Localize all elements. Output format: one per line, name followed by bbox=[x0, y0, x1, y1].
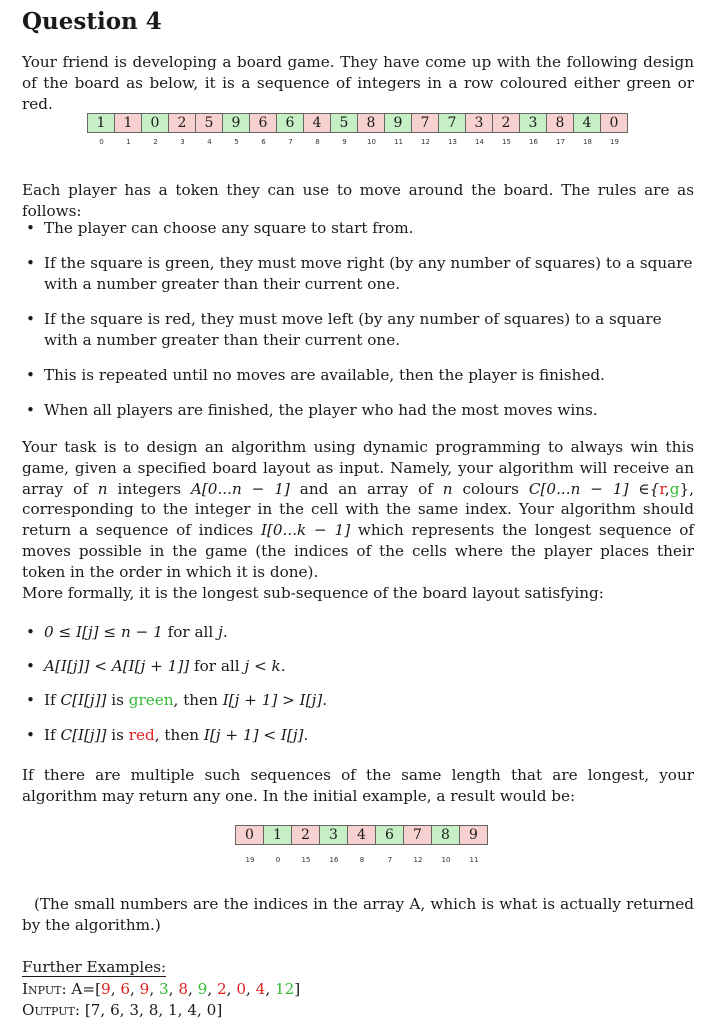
board-cell: 5 bbox=[195, 113, 223, 133]
cell-index: 6 bbox=[261, 138, 266, 146]
cell-index: 16 bbox=[529, 138, 538, 146]
cell-index: 11 bbox=[394, 138, 403, 146]
intro-paragraph: Your friend is developing a board game. They have come up with the following design of the board as below, it is a sequence of integers in a row coloured either green or red. bbox=[22, 53, 694, 113]
condition-item: • If C[I[j]] is green, then I[j + 1] > I[j]. bbox=[44, 690, 694, 711]
cell-index: 19 bbox=[245, 856, 255, 864]
cell-index: 14 bbox=[475, 138, 484, 146]
cell-index: 10 bbox=[441, 856, 451, 864]
board-indices bbox=[88, 138, 628, 146]
question-title: Question 4 bbox=[22, 8, 162, 35]
board-cell: 8 bbox=[546, 113, 574, 133]
result-sequence bbox=[236, 825, 488, 845]
board-cell: 8 bbox=[431, 825, 460, 845]
board-cell: 0 bbox=[235, 825, 264, 845]
cell-index: 1 bbox=[126, 138, 131, 146]
input-value: 12 bbox=[274, 980, 295, 998]
rules-intro: Each player has a token they can use to move around the board. The rules are as follows: bbox=[22, 181, 694, 220]
board-cell: 4 bbox=[303, 113, 331, 133]
note-paragraph: (The small numbers are the indices in the array A, which is what is actually returned by the algorithm.) bbox=[22, 895, 694, 934]
cell-index: 17 bbox=[556, 138, 565, 146]
board-cell: 4 bbox=[573, 113, 601, 133]
board-cell: 6 bbox=[249, 113, 277, 133]
input-value: 4 bbox=[255, 980, 266, 998]
rule-item: • If the square is red, they must move left (by any number of squares) to a square with a number greater than their current one. bbox=[44, 309, 694, 351]
board-cell: 0 bbox=[600, 113, 628, 133]
cell-index: 10 bbox=[367, 138, 376, 146]
input-values: 9, 6, 9, 3, 8, 9, 2, 0, 4, 12 bbox=[101, 980, 295, 998]
rule-item: • This is repeated until no moves are available, then the player is finished. bbox=[44, 365, 694, 386]
board-cell: 7 bbox=[411, 113, 439, 133]
cell-index: 2 bbox=[153, 138, 158, 146]
board-cell: 7 bbox=[403, 825, 432, 845]
cell-index: 8 bbox=[315, 138, 320, 146]
board-cell: 3 bbox=[319, 825, 348, 845]
cell-index: 12 bbox=[413, 856, 423, 864]
cell-index: 0 bbox=[275, 856, 281, 864]
board-cell: 7 bbox=[438, 113, 466, 133]
cell-index: 11 bbox=[469, 856, 479, 864]
board-cell: 9 bbox=[459, 825, 488, 845]
board-cell: 1 bbox=[114, 113, 142, 133]
cell-index: 7 bbox=[288, 138, 293, 146]
further-output-line: Output: [7, 6, 3, 8, 1, 4, 0] bbox=[22, 1001, 223, 1019]
rule-item: • The player can choose any square to start from. bbox=[44, 218, 694, 239]
board-cell: 1 bbox=[263, 825, 292, 845]
board-cell: 3 bbox=[519, 113, 547, 133]
rule-item: • If the square is green, they must move right (by any number of squares) to a square with a number greater than their current one. bbox=[44, 253, 694, 295]
cell-index: 18 bbox=[583, 138, 592, 146]
formally-paragraph: More formally, it is the longest sub-sequence of the board layout satisfying: bbox=[22, 584, 604, 602]
input-value: 9 bbox=[101, 980, 111, 998]
input-value: 9 bbox=[197, 980, 208, 998]
board-cell: 3 bbox=[465, 113, 493, 133]
task-paragraph: Your task is to design an algorithm using dynamic programming to always win this game, given a specified board layout as input. Namely, your algorithm will receive an array of n integers A[0...n − 1] and an array of n colours C[0...n − 1] ∈{r,g}, corresponding to the integer in the cell with the same index. Your algorithm should return a sequence of indices I[0...k − 1] which represents the longest sequence of moves possible in the game (the indices of the cells where the player places their token in the order in which it is done). bbox=[22, 438, 694, 581]
board-cell: 2 bbox=[492, 113, 520, 133]
multiple-paragraph: If there are multiple such sequences of the same length that are longest, your algorithm may return any one. In the initial example, a result would be: bbox=[22, 766, 694, 805]
board-cell: 5 bbox=[330, 113, 358, 133]
input-value: 0 bbox=[236, 980, 246, 998]
cell-index: 8 bbox=[359, 856, 365, 864]
condition-item: • 0 ≤ I[j] ≤ n − 1 for all j. bbox=[44, 622, 694, 643]
cell-index: 16 bbox=[329, 856, 339, 864]
further-examples-heading: Further Examples: bbox=[22, 958, 167, 976]
board-example bbox=[88, 113, 628, 133]
cell-index: 3 bbox=[180, 138, 185, 146]
board-cell: 2 bbox=[291, 825, 320, 845]
cell-index: 5 bbox=[234, 138, 239, 146]
board-cell: 4 bbox=[347, 825, 376, 845]
cell-index: 4 bbox=[207, 138, 212, 146]
cell-index: 13 bbox=[448, 138, 457, 146]
board-cell: 2 bbox=[168, 113, 196, 133]
board-cell: 6 bbox=[375, 825, 404, 845]
board-cell: 9 bbox=[222, 113, 250, 133]
board-cell: 9 bbox=[384, 113, 412, 133]
cell-index: 7 bbox=[387, 856, 393, 864]
rule-item: • When all players are finished, the player who had the most moves wins. bbox=[44, 400, 694, 421]
result-indices bbox=[236, 856, 488, 864]
cell-index: 15 bbox=[502, 138, 511, 146]
further-input-line: Input: A=[9, 6, 9, 3, 8, 9, 2, 0, 4, 12] bbox=[22, 980, 301, 998]
cell-index: 19 bbox=[610, 138, 619, 146]
input-value: 2 bbox=[216, 980, 227, 998]
input-value: 6 bbox=[120, 980, 131, 998]
cell-index: 9 bbox=[342, 138, 347, 146]
cell-index: 0 bbox=[99, 138, 104, 146]
board-cell: 1 bbox=[87, 113, 115, 133]
board-cell: 8 bbox=[357, 113, 385, 133]
condition-item: • If C[I[j]] is red, then I[j + 1] < I[j]. bbox=[44, 725, 694, 746]
input-value: 8 bbox=[178, 980, 188, 998]
cell-index: 15 bbox=[301, 856, 311, 864]
condition-item: • A[I[j]] < A[I[j + 1]] for all j < k. bbox=[44, 656, 694, 677]
board-cell: 6 bbox=[276, 113, 304, 133]
board-cell: 0 bbox=[141, 113, 169, 133]
input-value: 9 bbox=[139, 980, 150, 998]
cell-index: 12 bbox=[421, 138, 430, 146]
input-value: 3 bbox=[159, 980, 169, 998]
